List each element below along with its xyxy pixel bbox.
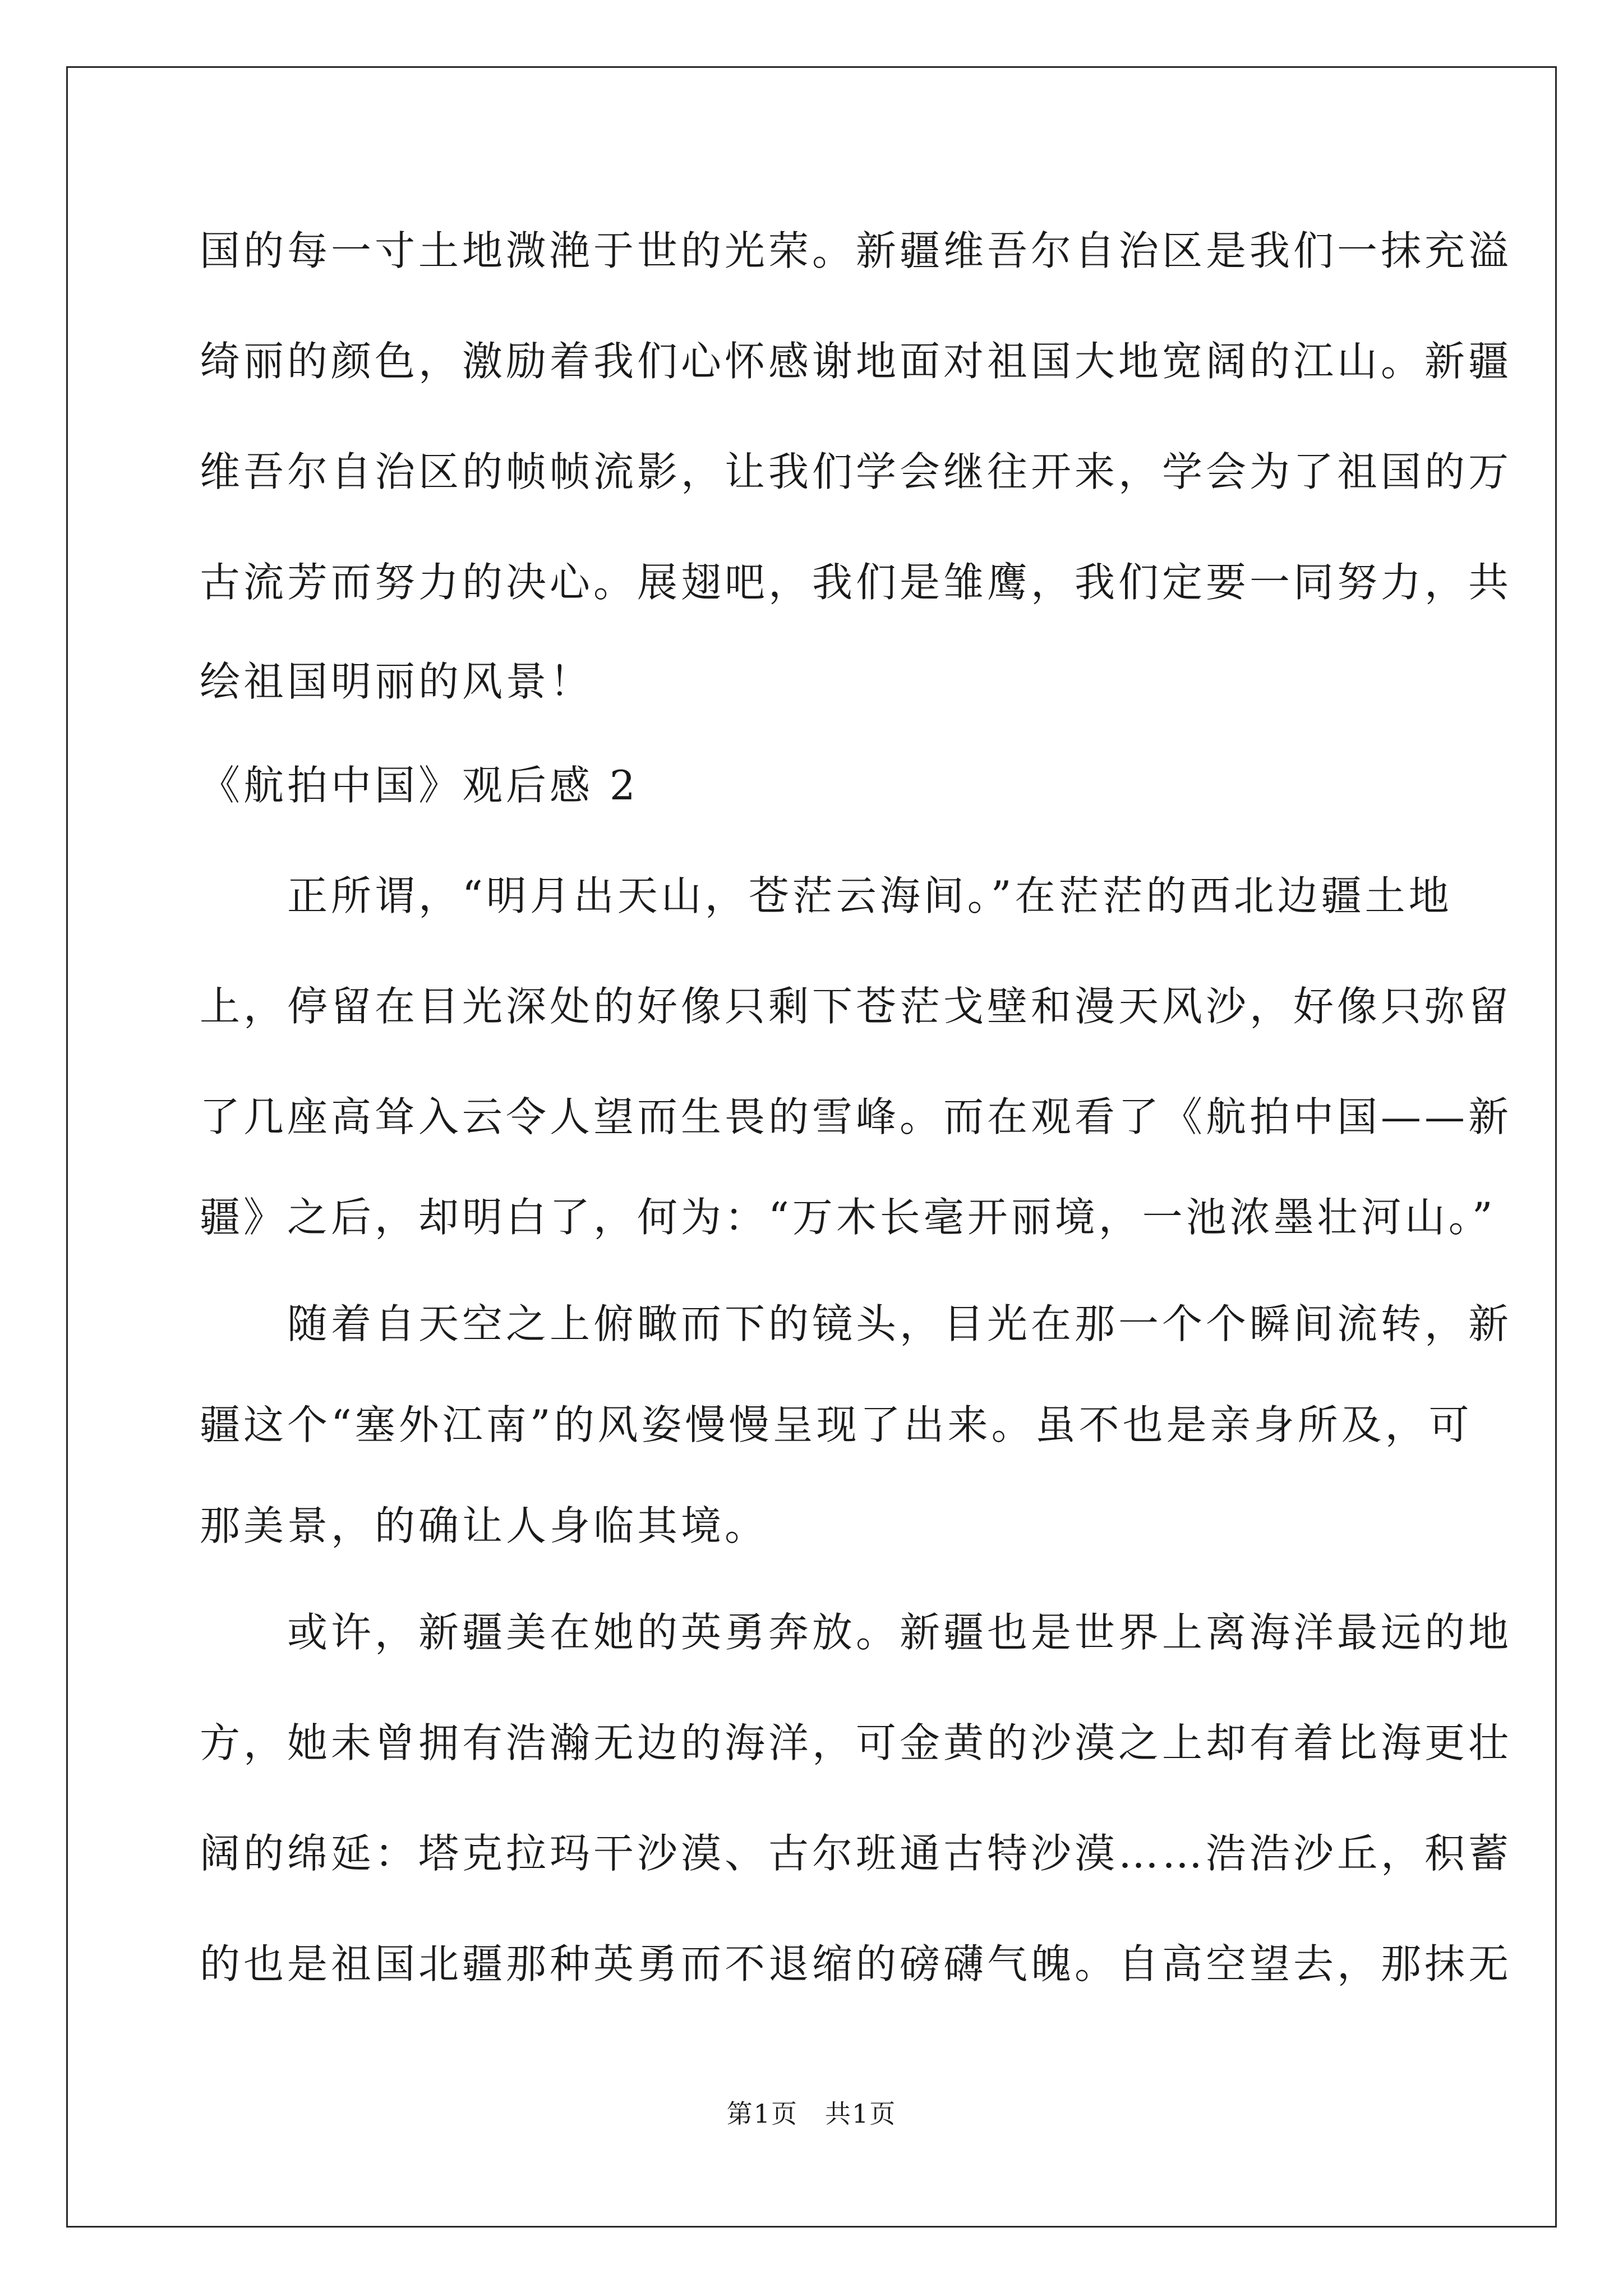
- body-line: 疆这个“塞外江南”的风姿慢慢呈现了出来。虽不也是亲身所及，可: [200, 1401, 1473, 1448]
- section-heading: 《航拍中国》观后感 2: [200, 762, 639, 809]
- body-line: 疆》之后，却明白了，何为：“万木长毫开丽境，一池浓墨壮河山。”: [200, 1194, 1496, 1241]
- body-line: 维吾尔自治区的帧帧流影，让我们学会继往开来，学会为了祖国的万: [200, 448, 1513, 495]
- body-line: 绮丽的颜色，激励着我们心怀感谢地面对祖国大地宽阔的江山。新疆: [200, 338, 1513, 385]
- body-line: 了几座高耸入云令人望而生畏的雪峰。而在观看了《航拍中国——新: [200, 1093, 1513, 1140]
- body-line: 的也是祖国北疆那种英勇而不退缩的磅礴气魄。自高空望去，那抹无: [200, 1940, 1513, 1987]
- body-line: 绘祖国明丽的风景！: [200, 658, 594, 705]
- body-line: 阔的绵延：塔克拉玛干沙漠、古尔班通古特沙漠……浩浩沙丘，积蓄: [200, 1830, 1513, 1877]
- body-line: 正所谓，“明月出天山，苍茫云海间。”在茫茫的西北边疆土地: [200, 872, 1453, 919]
- body-line: 国的每一寸土地溦滟于世的光荣。新疆维吾尔自治区是我们一抹充溢: [200, 227, 1513, 274]
- body-line: 或许，新疆美在她的英勇奔放。新疆也是世界上离海洋最远的地: [200, 1609, 1513, 1656]
- body-line: 上，停留在目光深处的好像只剩下苍茫戈壁和漫天风沙，好像只弥留: [200, 983, 1513, 1030]
- body-line: 随着自天空之上俯瞰而下的镜头，目光在那一个个瞬间流转，新: [200, 1300, 1513, 1347]
- body-line: 方，她未曾拥有浩瀚无边的海洋，可金黄的沙漠之上却有着比海更壮: [200, 1719, 1513, 1766]
- body-line: 古流芳而努力的决心。展翅吧，我们是雏鹰，我们定要一同努力，共: [200, 559, 1513, 606]
- page-footer: 第1页 共1页: [726, 2099, 897, 2129]
- page-border: [66, 66, 1557, 2228]
- body-line: 那美景，的确让人身临其境。: [200, 1502, 769, 1549]
